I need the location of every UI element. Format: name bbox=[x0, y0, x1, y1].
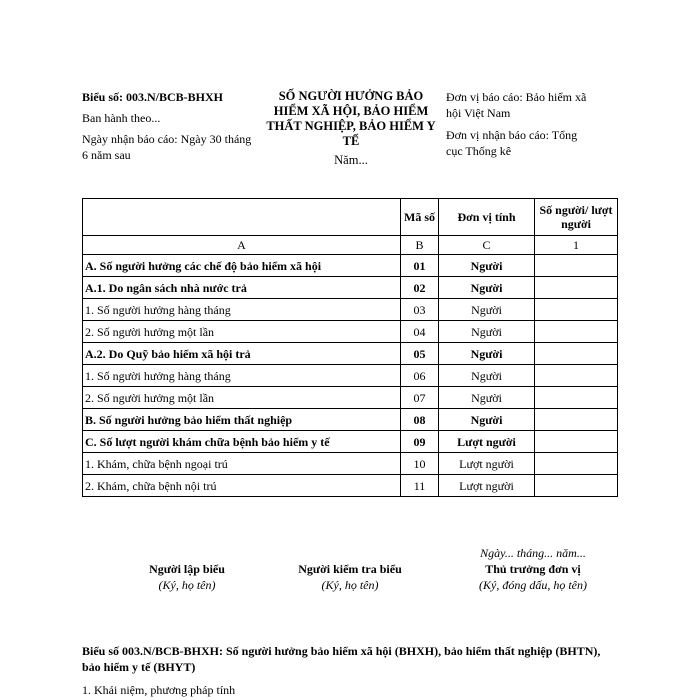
row-code: 08 bbox=[401, 409, 439, 431]
row-unit: Người bbox=[439, 277, 535, 299]
row-value bbox=[535, 277, 618, 299]
row-label: 1. Số người hưởng hàng tháng bbox=[83, 299, 401, 321]
row-label: A. Số người hưởng các chế độ bảo hiểm xã hội bbox=[83, 255, 401, 277]
table-header-row bbox=[83, 199, 618, 236]
row-code: 05 bbox=[401, 343, 439, 365]
head-title: Thủ trưởng đơn vị bbox=[485, 562, 581, 576]
receiving-unit: Đơn vị nhận báo cáo: Tổng cục Thống kê bbox=[446, 128, 578, 158]
row-code: 01 bbox=[401, 255, 439, 277]
head-note: (Ký, đóng dấu, họ tên) bbox=[479, 578, 587, 592]
table-row bbox=[83, 387, 618, 409]
column-code: A bbox=[83, 236, 401, 255]
row-unit: Lượt người bbox=[439, 453, 535, 475]
row-code: 07 bbox=[401, 387, 439, 409]
row-unit: Lượt người bbox=[439, 475, 535, 497]
row-value bbox=[535, 409, 618, 431]
column-header bbox=[83, 199, 401, 236]
table-row bbox=[83, 409, 618, 431]
row-unit: Người bbox=[439, 321, 535, 343]
header-left bbox=[82, 89, 260, 168]
row-unit: Người bbox=[439, 409, 535, 431]
signature-checker bbox=[270, 545, 430, 593]
preparer-title: Người lập biểu bbox=[149, 562, 225, 576]
row-label: B. Số người hưởng bảo hiểm thất nghiệp bbox=[83, 409, 401, 431]
row-value bbox=[535, 475, 618, 497]
table-row bbox=[83, 321, 618, 343]
report-table bbox=[82, 198, 618, 497]
row-unit: Người bbox=[439, 255, 535, 277]
row-value bbox=[535, 343, 618, 365]
issued-by: Ban hành theo... bbox=[82, 111, 161, 125]
row-label: 1. Khám, chữa bệnh ngoại trú bbox=[83, 453, 401, 475]
column-header: Số người/ lượt người bbox=[535, 199, 618, 236]
row-label: C. Số lượt người khám chữa bệnh bảo hiểm y tế bbox=[83, 431, 401, 453]
table-row bbox=[83, 453, 618, 475]
row-unit: Người bbox=[439, 365, 535, 387]
column-code: B bbox=[401, 236, 439, 255]
row-value bbox=[535, 453, 618, 475]
row-label: 2. Số người hưởng một lần bbox=[83, 321, 401, 343]
row-label: A.2. Do Quỹ bảo hiểm xã hội trả bbox=[83, 343, 401, 365]
row-value bbox=[535, 365, 618, 387]
receive-date: Ngày nhận báo cáo: Ngày 30 tháng 6 năm sau bbox=[82, 132, 252, 162]
preparer-note: (Ký, họ tên) bbox=[158, 578, 216, 592]
row-unit: Người bbox=[439, 387, 535, 409]
report-year: Năm... bbox=[334, 153, 368, 167]
column-code: C bbox=[439, 236, 535, 255]
column-header: Mã số bbox=[401, 199, 439, 236]
signature-preparer bbox=[112, 545, 262, 593]
row-code: 06 bbox=[401, 365, 439, 387]
column-code: 1 bbox=[535, 236, 618, 255]
row-label: A.1. Do ngân sách nhà nước trả bbox=[83, 277, 401, 299]
table-row bbox=[83, 299, 618, 321]
footer-heading: Biểu số 003.N/BCB-BHXH: Số người hưởng bảo hiểm xã hội (BHXH), bảo hiểm thất nghiệp (BHTN), bảo hiểm y tế (BHYT) bbox=[82, 644, 601, 674]
table-row bbox=[83, 277, 618, 299]
report-title: SỐ NGƯỜI HƯỞNG BẢO HIỂM XÃ HỘI, BẢO HIỂM THẤT NGHIỆP, BẢO HIỂM Y TẾ bbox=[266, 89, 436, 148]
row-unit: Người bbox=[439, 299, 535, 321]
row-value bbox=[535, 255, 618, 277]
row-value bbox=[535, 387, 618, 409]
table-row bbox=[83, 365, 618, 387]
row-code: 11 bbox=[401, 475, 439, 497]
row-label: 2. Khám, chữa bệnh nội trú bbox=[83, 475, 401, 497]
table-code-row bbox=[83, 236, 618, 255]
row-value bbox=[535, 431, 618, 453]
row-code: 10 bbox=[401, 453, 439, 475]
row-code: 03 bbox=[401, 299, 439, 321]
row-unit: Người bbox=[439, 343, 535, 365]
form-number: Biểu số: 003.N/BCB-BHXH bbox=[82, 90, 224, 104]
row-code: 02 bbox=[401, 277, 439, 299]
table-row bbox=[83, 255, 618, 277]
row-code: 09 bbox=[401, 431, 439, 453]
table-row bbox=[83, 431, 618, 453]
header-center bbox=[262, 89, 440, 168]
checker-note: (Ký, họ tên) bbox=[321, 578, 379, 592]
row-label: 1. Số người hưởng hàng tháng bbox=[83, 365, 401, 387]
signature-head bbox=[448, 545, 618, 593]
checker-title: Người kiểm tra biểu bbox=[298, 562, 402, 576]
row-value bbox=[535, 321, 618, 343]
header-right bbox=[446, 89, 596, 165]
row-code: 04 bbox=[401, 321, 439, 343]
reporting-unit: Đơn vị báo cáo: Bảo hiểm xã hội Việt Nam bbox=[446, 90, 587, 120]
column-header: Đơn vị tính bbox=[439, 199, 535, 236]
footer-section-1: 1. Khái niệm, phương pháp tính bbox=[82, 683, 236, 697]
row-label: 2. Số người hưởng một lần bbox=[83, 387, 401, 409]
row-unit: Lượt người bbox=[439, 431, 535, 453]
table-row bbox=[83, 343, 618, 365]
row-value bbox=[535, 299, 618, 321]
table-row bbox=[83, 475, 618, 497]
signature-date: Ngày... tháng... năm... bbox=[480, 546, 586, 560]
